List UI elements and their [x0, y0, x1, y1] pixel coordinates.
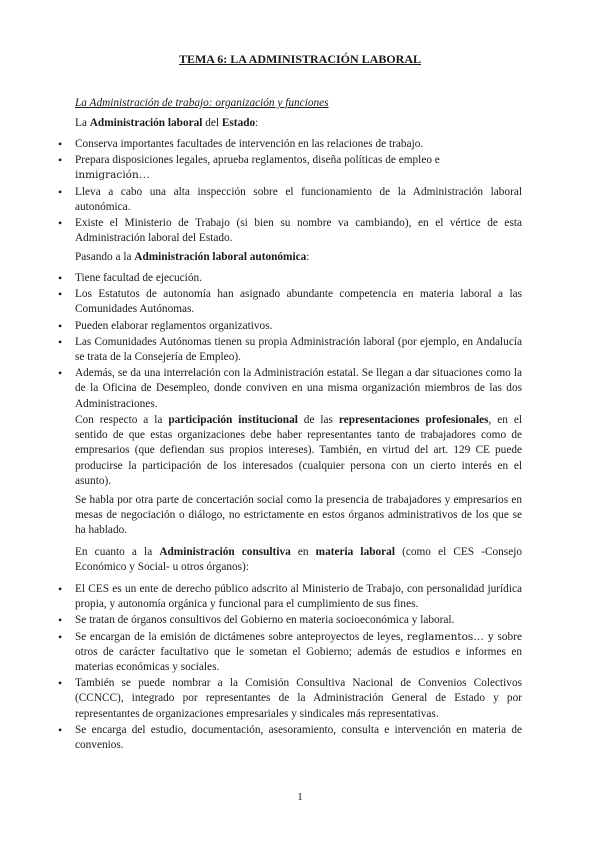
paragraph-institutional-participation: Con respecto a la participación institucional de las representaciones profesionales, en el sentido de que estas organizaciones debe haber representantes tanto de trabajadores como de empresarios (que defiendan sus propios intereses). También, en virtud del art. 129 CE puede producirse la participación de los interesados (cualquier persona con un cierto interés en el asunto).: [75, 414, 522, 487]
handwritten-note: inmigración: [75, 169, 139, 182]
list-item: • Tiene facultad de ejecución.: [75, 271, 522, 286]
state-admin-list: [75, 137, 522, 247]
list-item: • El CES es un ente de derecho público adscrito al Ministerio de Trabajo, con personalidad jurídica propia, y autonomía orgánica y funcional para el cumplimiento de sus fines.: [75, 582, 522, 612]
list-item: • Lleva a cabo una alta inspección sobre el funcionamiento de la Administración laboral autonómica.: [75, 185, 522, 215]
list-item: • Los Estatutos de autonomía han asignado abundante competencia en materia laboral a las Comunidades Autónomas.: [75, 287, 522, 317]
list-item: • Existe el Ministerio de Trabajo (si bien su nombre va cambiando), en el vértice de esta Administración laboral del Estado.: [75, 216, 522, 246]
list-item: • Se encarga del estudio, documentación, asesoramiento, consulta e intervención en materia de convenios.: [75, 723, 522, 753]
paragraph-consultative-admin: En cuanto a la Administración consultiva en materia laboral (como el CES -Consejo Económico y Social- u otros órganos):: [75, 546, 523, 574]
regional-admin-intro: Pasando a la Administración laboral autonómica:: [75, 251, 310, 263]
list-item: • También se puede nombrar a la Comisión Consultiva Nacional de Convenios Colectivos (CCNCC), integrado por representantes de la Administración General de Estado y por representantes de organizaciones empresariales y sindicales más representativas.: [75, 676, 522, 722]
list-item: • Además, se da una interrelación con la Administración estatal. Se llegan a dar situaciones como la de la Oficina de Desempleo, donde conviven en una misma organización miembros de las dos Administraciones.: [75, 366, 522, 412]
consultative-admin-list: [75, 582, 522, 754]
section-subtitle: La Administración de trabajo: organización y funciones: [75, 97, 329, 109]
handwritten-note: reglamentos… y: [406, 630, 494, 643]
page-number: 1: [297, 791, 303, 803]
list-item: • Se tratan de órganos consultivos del Gobierno en materia socioeconómica y laboral.: [75, 613, 522, 628]
list-item: • Las Comunidades Autónomas tienen su propia Administración laboral (por ejemplo, en Andalucía se trata de la Consejería de Empleo).: [75, 335, 522, 365]
document-title: TEMA 6: LA ADMINISTRACIÓN LABORAL: [178, 52, 422, 66]
paragraph-social-concertation: Se habla por otra parte de concertación social como la presencia de trabajadores y empresarios en mesas de negociación o diálogo, no estrictamente en estos órganos administrativos de los que se ha hablado.: [75, 494, 522, 537]
state-admin-intro: La Administración laboral del Estado:: [75, 117, 259, 129]
list-item: • Conserva importantes facultades de intervención en las relaciones de trabajo.: [75, 137, 522, 152]
list-item: • Pueden elaborar reglamentos organizativos.: [75, 319, 522, 334]
regional-admin-list: [75, 271, 522, 413]
list-item: • Se encargan de la emisión de dictámenes sobre anteproyectos de leyes, reglamentos… y sobre otros de carácter facultativo que le sometan el Gobierno; además de estudios e informes en materias económicas y sociales.: [75, 630, 522, 676]
list-item: • Prepara disposiciones legales, aprueba reglamentos, diseña políticas de empleo e inmigración…: [75, 153, 522, 183]
